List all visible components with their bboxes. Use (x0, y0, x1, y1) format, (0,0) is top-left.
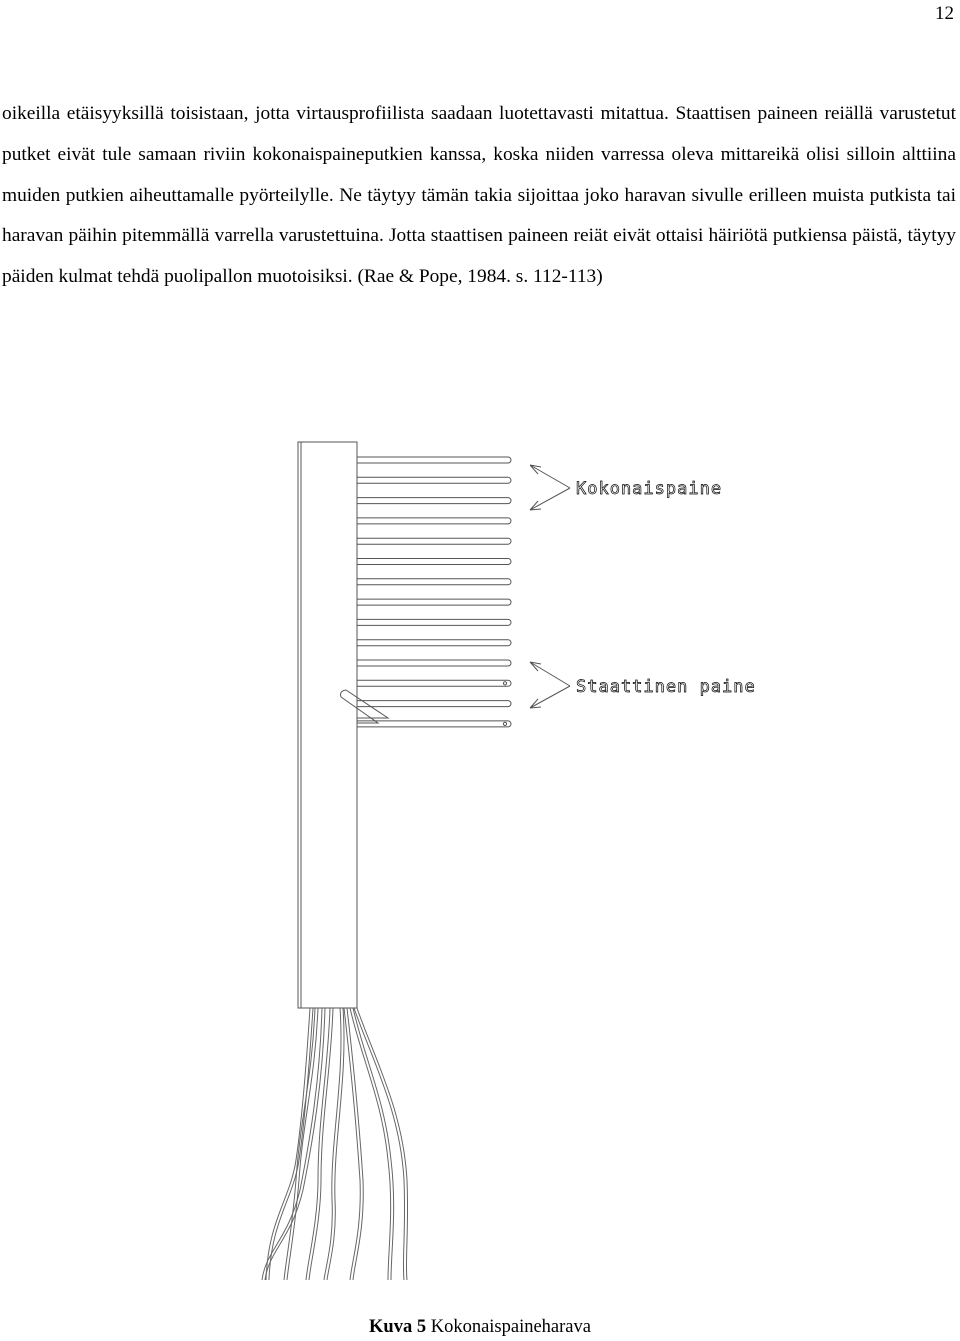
pressure-rake-figure (0, 420, 960, 1290)
pressure-hose (350, 1008, 391, 1280)
figure-caption (0, 1316, 960, 1338)
pressure-tube (357, 498, 511, 504)
pressure-tube (357, 579, 511, 585)
pressure-tube (357, 457, 511, 463)
pressure-tube (357, 680, 511, 686)
static-pressure-label: Staattinen paine (576, 677, 756, 697)
page-number: 12 (935, 3, 954, 24)
pressure-tube (357, 477, 511, 483)
pressure-hose (287, 1008, 318, 1280)
pressure-tube (357, 619, 511, 625)
pressure-tube (357, 701, 511, 707)
pressure-tube (357, 721, 511, 727)
pressure-hose (353, 1008, 394, 1280)
total-pressure-label: Kokonaispaine (576, 479, 723, 499)
pressure-tube (357, 538, 511, 544)
pressure-hose (327, 1008, 344, 1280)
pressure-tube (357, 559, 511, 565)
pressure-hose (324, 1008, 341, 1280)
pressure-hose (344, 1008, 360, 1280)
pressure-tubes (357, 457, 511, 727)
pressure-rake-drawing (0, 420, 960, 1290)
figure-caption-label: Kuva 5 (369, 1317, 427, 1337)
leader-arrows (530, 465, 570, 708)
pressure-tube (357, 660, 511, 666)
pressure-tube (357, 640, 511, 646)
pressure-hose (306, 1008, 330, 1280)
pressure-tube (357, 518, 511, 524)
pressure-hoses (262, 1008, 408, 1280)
pressure-tube (357, 599, 511, 605)
pressure-hose (269, 1008, 313, 1280)
pressure-hose (266, 1008, 310, 1280)
figure-caption-text: Kokonaispaineharava (426, 1317, 591, 1337)
rake-bar (298, 442, 357, 1008)
body-paragraph: oikeilla etäisyyksillä toisistaan, jotta virtausprofiilista saadaan luotettavasti mitattua. Staattisen paineen reiällä varustetut putket eivät tule samaan riviin kokonaispaineputkien kanssa, koska niiden varressa oleva mittareikä olisi silloin alttiina muiden putkien aiheuttamalle pyörteilylle. Ne täytyy tämän takia sijoittaa joko haravan sivulle erilleen muista putkista tai haravan päihin pitemmällä varrella varustettuina. Jotta staattisen paineen reiät eivät ottaisi häiriötä putkiensa päistä, täytyy päiden kulmat tehdä puolipallon muotoisiksi. (Rae & Pope, 1984. s. 112-113) (2, 103, 956, 288)
rake-body (298, 442, 357, 1008)
